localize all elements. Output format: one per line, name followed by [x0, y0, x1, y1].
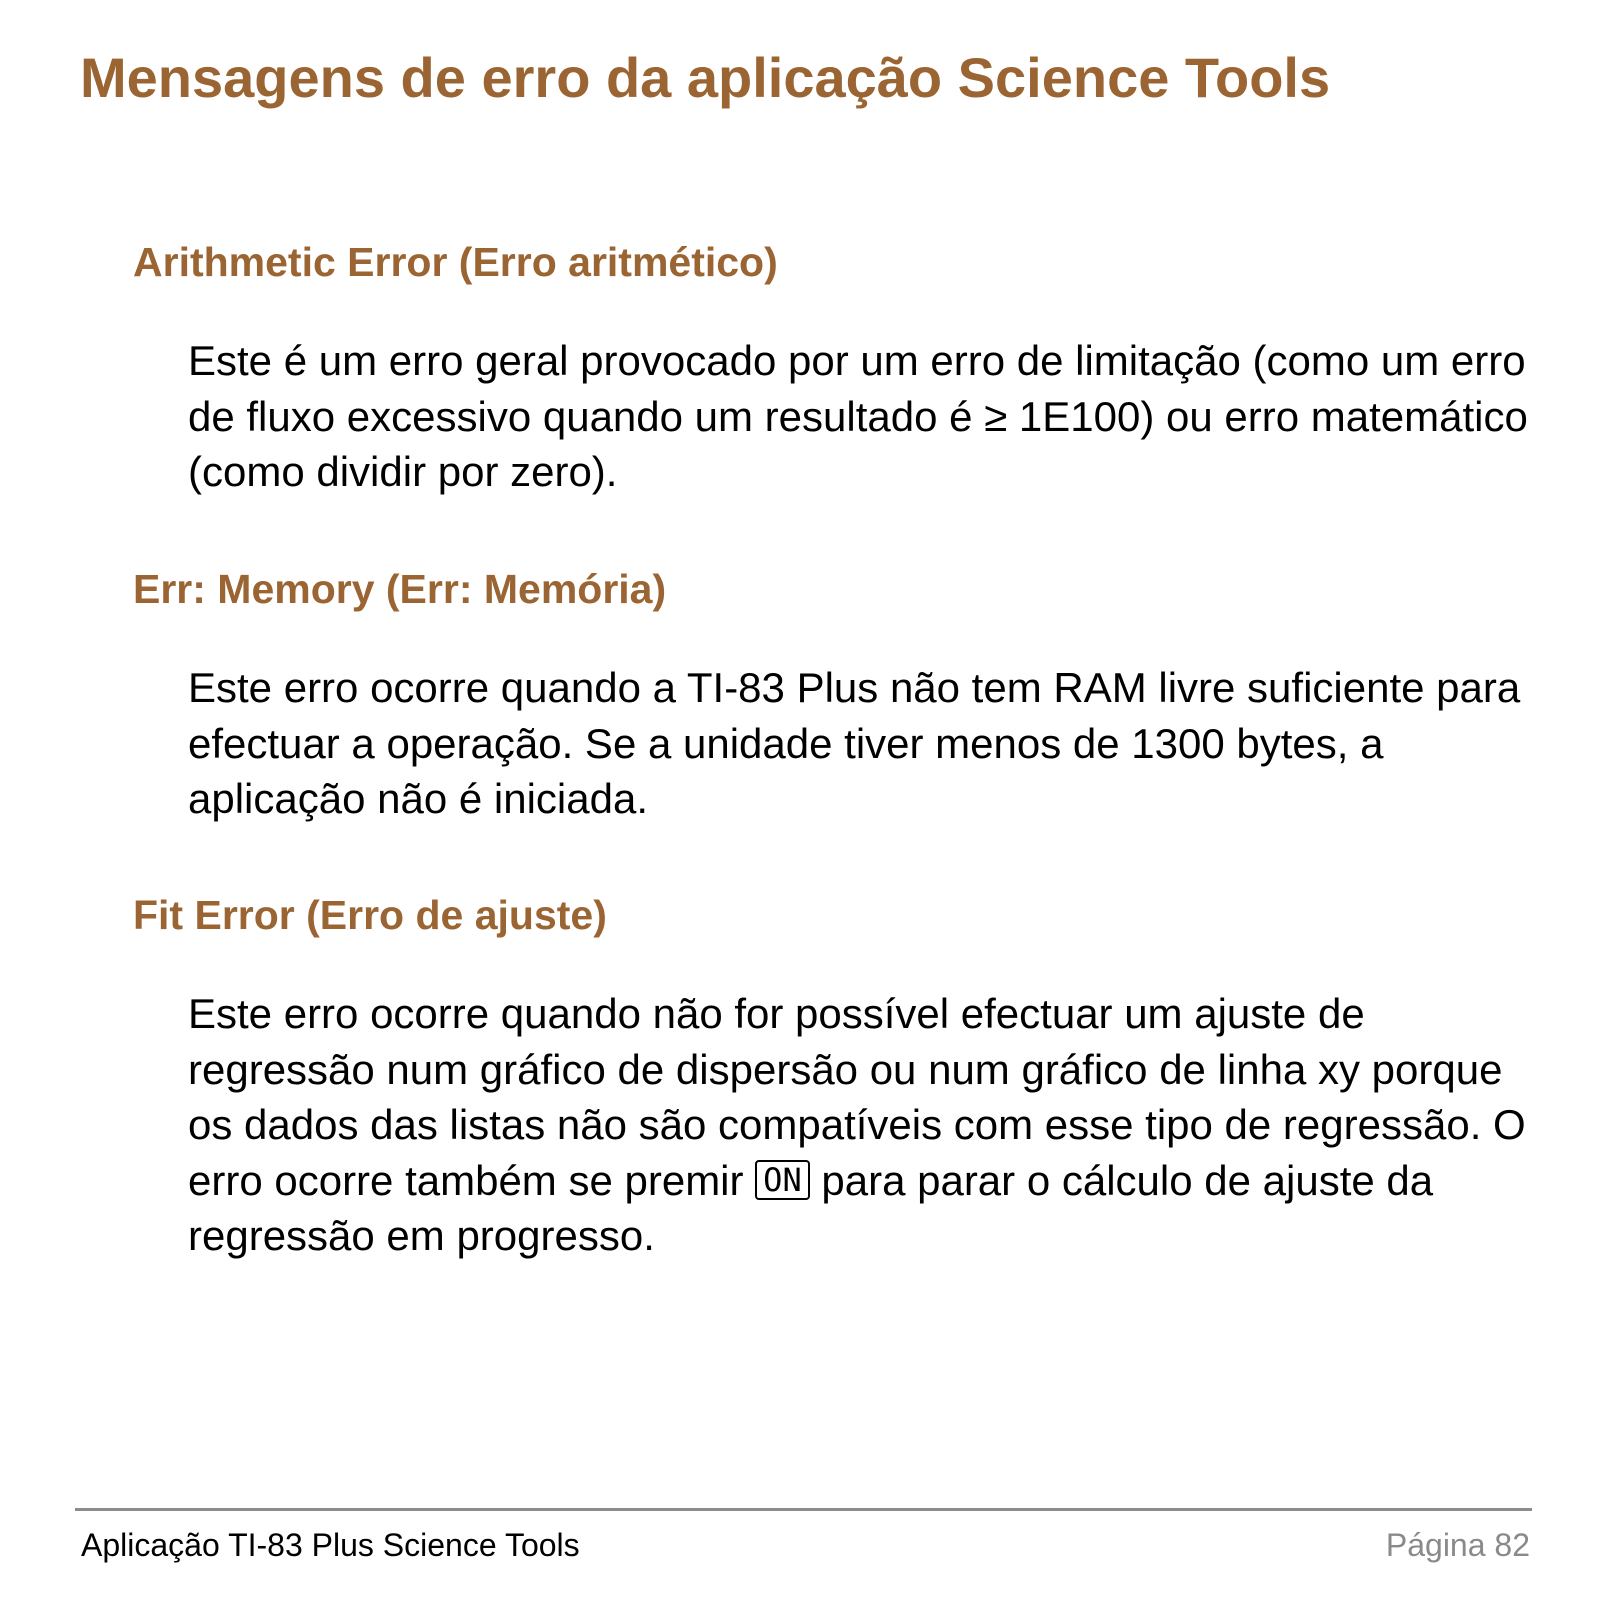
section-body-arithmetic-error: Este é um erro geral provocado por um erro de limitação (como um erro de fluxo excessivo quando um resultado é ≥ 1E100) ou erro matemático (como dividir por zero). — [188, 337, 1528, 495]
fit-error-text-after-key: para parar o cálculo de ajuste da regressão em progresso. — [188, 1156, 1434, 1259]
on-key-icon: ON — [755, 1160, 810, 1200]
section-body-memory-error: Este erro ocorre quando a TI-83 Plus não tem RAM livre suficiente para efectuar a operação. Se a unidade tiver menos de 1300 bytes, a aplicação não é iniciada. — [188, 664, 1521, 822]
section-heading-memory-error: Err: Memory (Err: Memória) — [133, 566, 667, 612]
fit-error-text-before-key: Este erro ocorre quando não for possível efectuar um ajuste de regressão num gráfico de dispersão ou num gráfico de linha xy porque os dados das listas não são compatíveis com esse tipo de regressão. O erro ocorre também se premir — [188, 990, 1526, 1204]
section-body-fit-error — [188, 986, 1528, 1264]
footer-document-title: Aplicação TI-83 Plus Science Tools — [81, 1527, 580, 1563]
page-title: Mensagens de erro da aplicação Science Tools — [80, 46, 1331, 109]
footer-page-number: Página 82 — [1385, 1527, 1530, 1563]
section-heading-fit-error: Fit Error (Erro de ajuste) — [133, 892, 607, 938]
footer-divider — [75, 1508, 1532, 1511]
section-heading-arithmetic-error: Arithmetic Error (Erro aritmético) — [133, 239, 778, 285]
